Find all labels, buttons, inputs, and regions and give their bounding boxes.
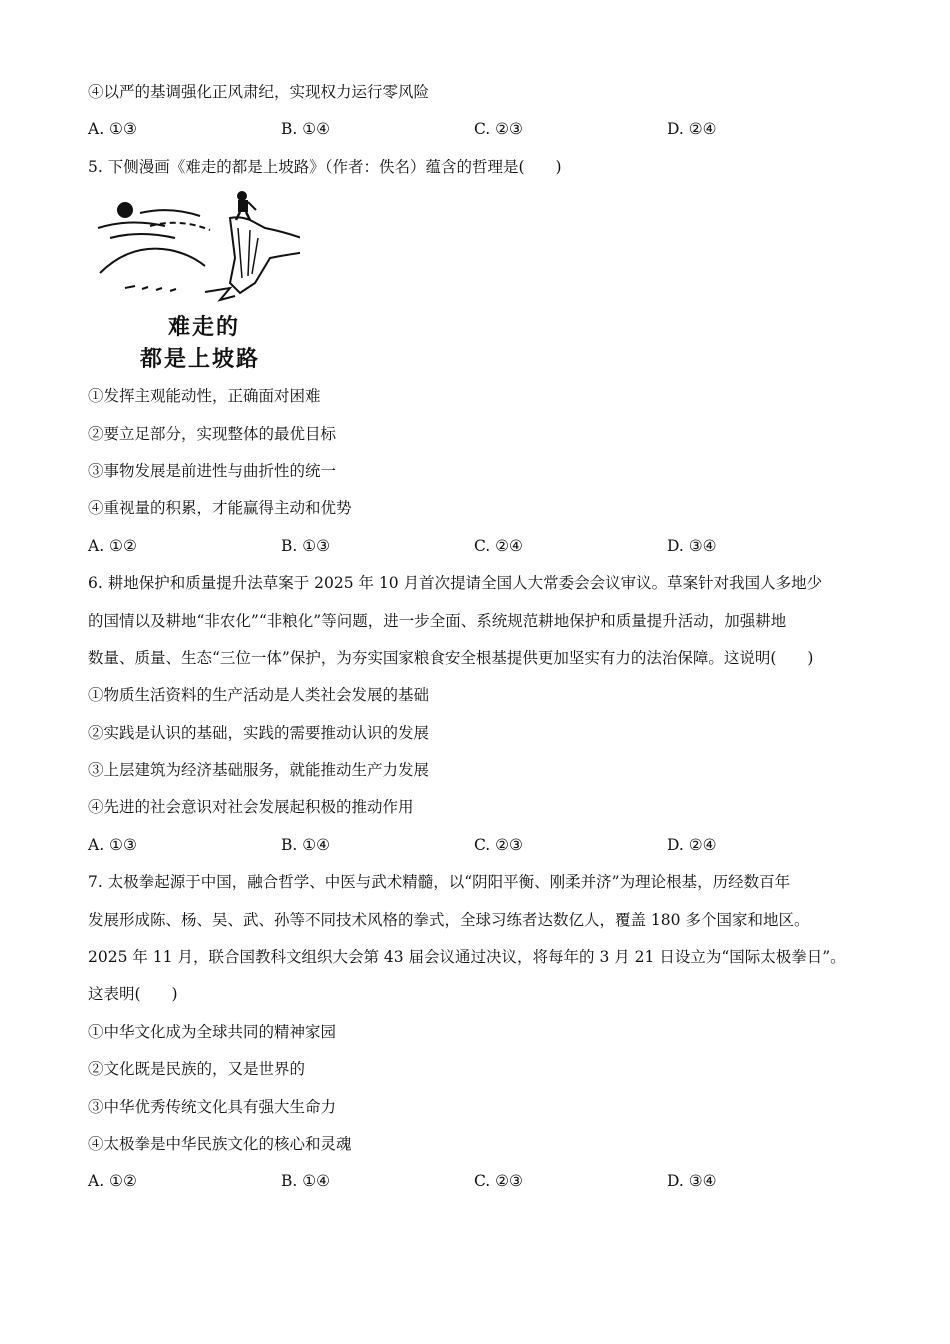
q4-choice-a[interactable]: A. ①③ <box>88 120 137 139</box>
q7-stem-line-3: 2025 年 11 月，联合国教科文组织大会第 43 届会议通过决议，将每年的 3 月 21 日设立为“国际太极拳日”。 <box>88 948 846 967</box>
q7-stem-line-4: 这表明( ) <box>88 985 178 1004</box>
q5-choice-d[interactable]: D. ③④ <box>667 536 717 555</box>
q5-choice-b[interactable]: B. ①③ <box>281 536 331 555</box>
q6-choice-b[interactable]: B. ①④ <box>281 835 331 854</box>
q7-stem-line-2: 发展形成陈、杨、吴、武、孙等不同技术风格的拳式，全球习练者达数亿人，覆盖 180 多个国家和地区。 <box>88 910 810 929</box>
q4-choice-d[interactable]: D. ②④ <box>667 120 717 139</box>
q7-choice-a[interactable]: A. ①② <box>88 1172 137 1191</box>
q4-choices <box>88 111 878 148</box>
q7-choice-b[interactable]: B. ①④ <box>281 1172 331 1191</box>
cartoon-drawing <box>90 188 300 313</box>
q5-option-3: ③事物发展是前进性与曲折性的统一 <box>88 461 337 480</box>
q7-option-4: ④太极拳是中华民族文化的核心和灵魂 <box>88 1134 352 1153</box>
q5-choices <box>88 528 878 565</box>
q6-choices <box>88 827 878 864</box>
q6-option-3: ③上层建筑为经济基础服务，就能推动生产力发展 <box>88 761 430 780</box>
q7-choice-d[interactable]: D. ③④ <box>667 1172 717 1191</box>
q6-choice-c[interactable]: C. ②③ <box>474 835 523 854</box>
q6-choice-d[interactable]: D. ②④ <box>667 835 717 854</box>
q6-stem-line-2: 的国情以及耕地“非农化”“非粮化”等问题，进一步全面、系统规范耕地保护和质量提升活动，加强耕地 <box>88 611 787 630</box>
q6-option-4: ④先进的社会意识对社会发展起积极的推动作用 <box>88 798 414 817</box>
q7-choices <box>88 1163 878 1200</box>
q4-choice-b[interactable]: B. ①④ <box>281 120 331 139</box>
cartoon-caption-line2: 都是上坡路 <box>140 347 261 373</box>
q6-stem-line-3: 数量、质量、生态“三位一体”保护，为夯实国家粮食安全根基提供更加坚实有力的法治保障。这说明( ) <box>88 648 814 667</box>
exam-page <box>88 74 878 1201</box>
q6-option-1: ①物质生活资料的生产活动是人类社会发展的基础 <box>88 686 430 705</box>
q6-stem-line-1: 6. 耕地保护和质量提升法草案于 2025 年 10 月首次提请全国人大常委会会议审议。草案针对我国人多地少 <box>88 574 823 593</box>
q4-option-4: ④以严的基调强化正风肃纪，实现权力运行零风险 <box>88 83 430 101</box>
q5-choice-c[interactable]: C. ②④ <box>474 536 523 555</box>
q7-option-3: ③中华优秀传统文化具有强大生命力 <box>88 1097 337 1116</box>
q5-option-4: ④重视量的积累，才能赢得主动和优势 <box>88 499 352 518</box>
q6-option-2: ②实践是认识的基础，实践的需要推动认识的发展 <box>88 723 430 742</box>
q7-option-1: ①中华文化成为全球共同的精神家园 <box>88 1022 337 1041</box>
q5-cartoon <box>90 188 300 378</box>
q5-option-1: ①发挥主观能动性，正确面对困难 <box>88 387 321 406</box>
q7-choice-c[interactable]: C. ②③ <box>474 1172 523 1191</box>
q4-choice-c[interactable]: C. ②③ <box>474 120 523 139</box>
q6-choice-a[interactable]: A. ①③ <box>88 835 137 854</box>
q5-choice-a[interactable]: A. ①② <box>88 536 137 555</box>
q5-option-2: ②要立足部分，实现整体的最优目标 <box>88 424 337 443</box>
q5-stem: 5. 下侧漫画《难走的都是上坡路》（作者：佚名）蕴含的哲理是( ) <box>88 157 562 176</box>
q7-option-2: ②文化既是民族的，又是世界的 <box>88 1060 306 1079</box>
cartoon-caption-line1: 难走的 <box>168 315 241 341</box>
q7-stem-line-1: 7. 太极拳起源于中国，融合哲学、中医与武术精髓，以“阴阳平衡、刚柔并济”为理论根基，历经数百年 <box>88 873 791 892</box>
